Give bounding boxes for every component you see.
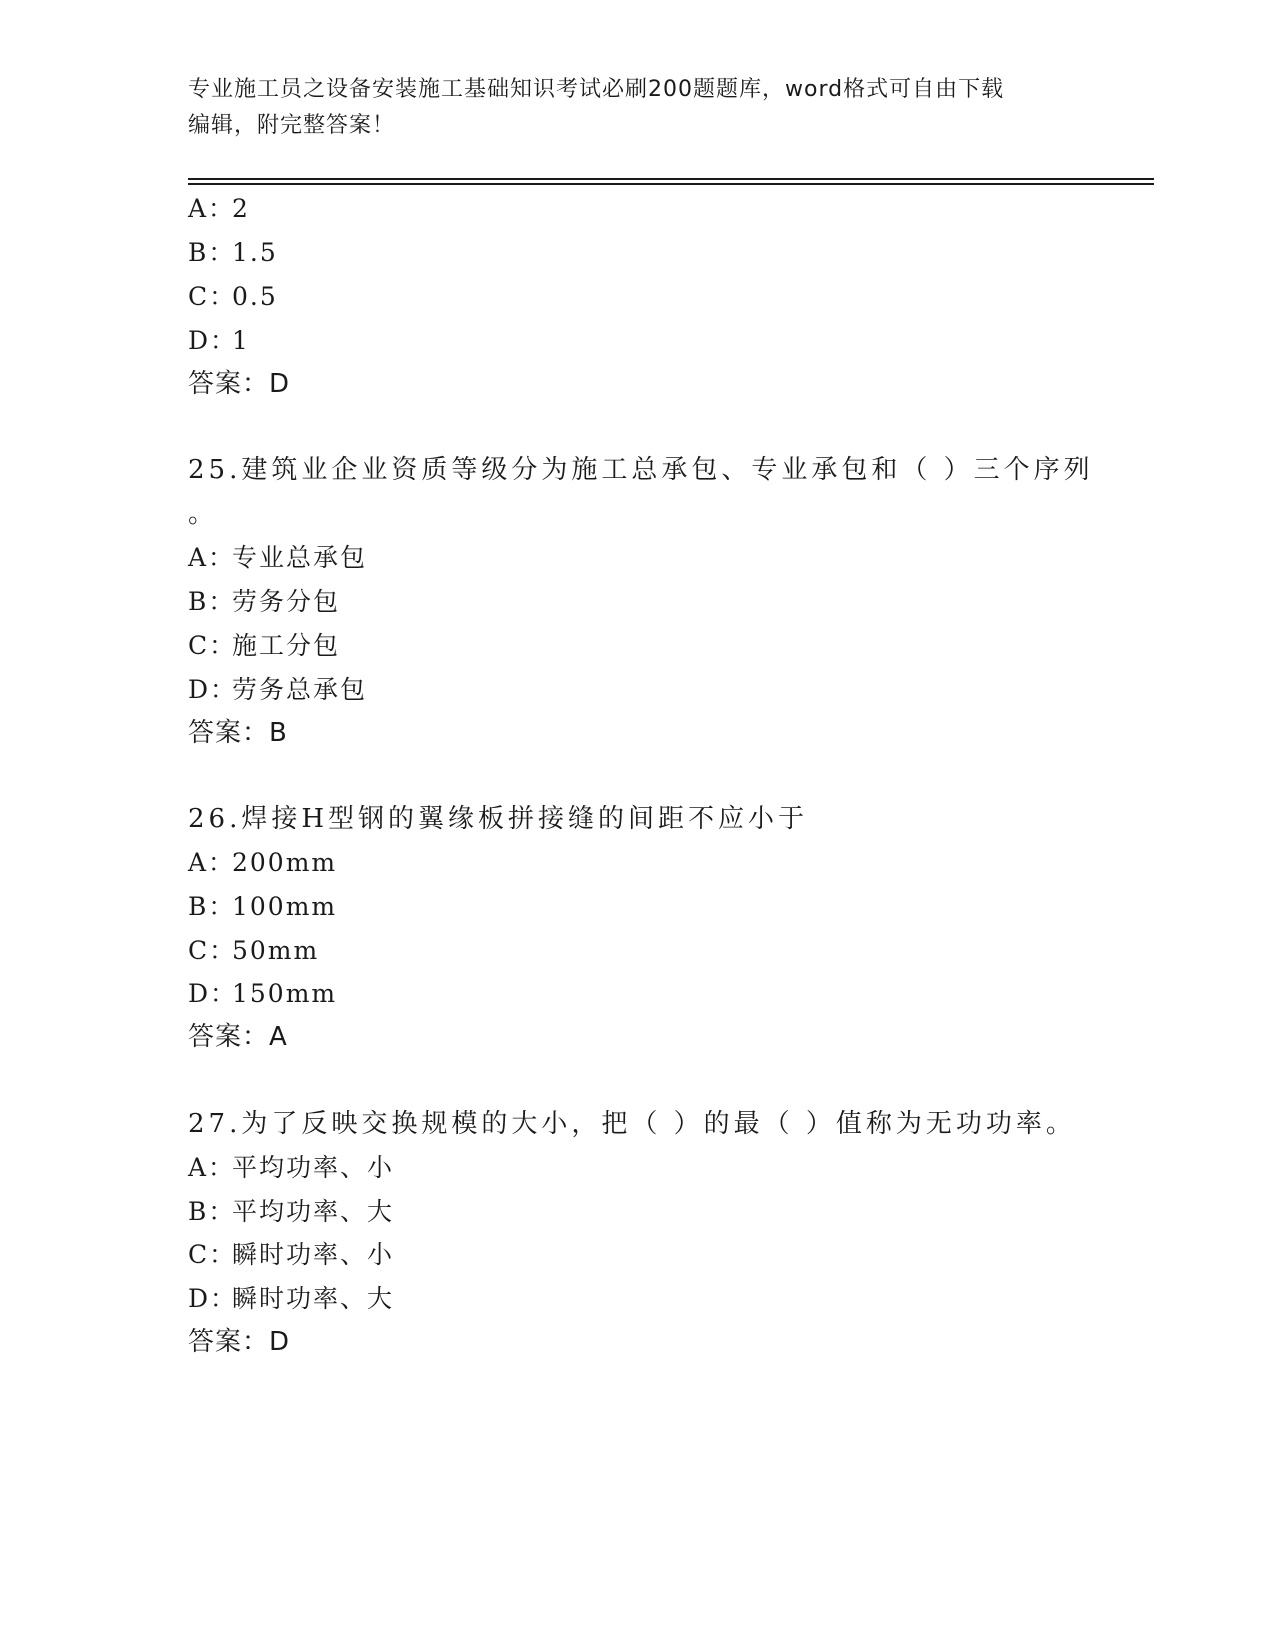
option-text: 1.5 bbox=[232, 238, 278, 267]
option-text: 专业总承包 bbox=[232, 543, 368, 572]
option-text: 施工分包 bbox=[232, 631, 341, 660]
option-text: 瞬时功率、大 bbox=[232, 1284, 395, 1313]
option-label: C： bbox=[188, 1240, 237, 1269]
q25-option-a bbox=[188, 542, 367, 574]
option-label: B： bbox=[188, 892, 236, 921]
q26-option-d bbox=[188, 978, 337, 1010]
q26-option-b bbox=[188, 891, 337, 923]
option-text: 2 bbox=[232, 194, 250, 223]
option-text: 150mm bbox=[232, 979, 338, 1008]
header-divider-top bbox=[188, 178, 1154, 180]
option-label: D： bbox=[188, 326, 238, 355]
option-label: D： bbox=[188, 675, 238, 704]
option-text: 1 bbox=[232, 326, 250, 355]
option-label: A： bbox=[188, 194, 236, 223]
q24-option-d bbox=[188, 325, 250, 357]
header-title-line-1: 专业施工员之设备安装施工基础知识考试必刷200题题库，word格式可自由下载 bbox=[188, 77, 1005, 102]
q25-question: 25.建筑业企业资质等级分为施工总承包、专业承包和（ ）三个序列 bbox=[188, 455, 1094, 485]
q26-option-c bbox=[188, 935, 319, 967]
option-text: 0.5 bbox=[232, 282, 278, 311]
header-divider-bottom bbox=[188, 183, 1154, 185]
q27-question: 27.为了反映交换规模的大小，把（ ）的最（ ）值称为无功功率。 bbox=[188, 1109, 1076, 1139]
option-text: 劳务总承包 bbox=[232, 675, 368, 704]
q25-option-c bbox=[188, 630, 340, 662]
option-text: 200mm bbox=[232, 848, 338, 877]
q27-answer: 答案：D bbox=[188, 1327, 291, 1357]
q25-option-b bbox=[188, 586, 340, 618]
option-label: A： bbox=[188, 543, 236, 572]
option-text: 劳务分包 bbox=[232, 587, 341, 616]
option-label: B： bbox=[188, 1197, 236, 1226]
q27-option-d bbox=[188, 1283, 394, 1315]
q24-option-a bbox=[188, 193, 250, 225]
q26-option-a bbox=[188, 847, 337, 879]
option-text: 瞬时功率、小 bbox=[232, 1240, 395, 1269]
page-header bbox=[188, 72, 1088, 144]
q25-question-continuation: 。 bbox=[188, 499, 219, 529]
q27-option-a bbox=[188, 1152, 394, 1184]
option-label: C： bbox=[188, 936, 237, 965]
option-text: 50mm bbox=[232, 936, 320, 965]
q27-option-c bbox=[188, 1239, 394, 1271]
q24-answer: 答案：D bbox=[188, 369, 291, 399]
option-label: C： bbox=[188, 631, 237, 660]
option-label: D： bbox=[188, 1284, 238, 1313]
option-label: B： bbox=[188, 587, 236, 616]
q24-option-c bbox=[188, 281, 278, 313]
option-text: 平均功率、大 bbox=[232, 1197, 395, 1226]
option-label: A： bbox=[188, 848, 236, 877]
q24-option-b bbox=[188, 237, 278, 269]
q26-answer: 答案：A bbox=[188, 1022, 288, 1052]
option-label: A： bbox=[188, 1153, 236, 1182]
option-text: 100mm bbox=[232, 892, 338, 921]
q26-question: 26.焊接H型钢的翼缘板拼接缝的间距不应小于 bbox=[188, 804, 809, 834]
q27-option-b bbox=[188, 1196, 394, 1228]
option-label: B： bbox=[188, 238, 236, 267]
q25-option-d bbox=[188, 674, 367, 706]
header-title-line-2: 编辑，附完整答案！ bbox=[188, 113, 396, 138]
option-label: D： bbox=[188, 979, 238, 1008]
option-label: C： bbox=[188, 282, 237, 311]
option-text: 平均功率、小 bbox=[232, 1153, 395, 1182]
q25-answer: 答案：B bbox=[188, 718, 288, 748]
